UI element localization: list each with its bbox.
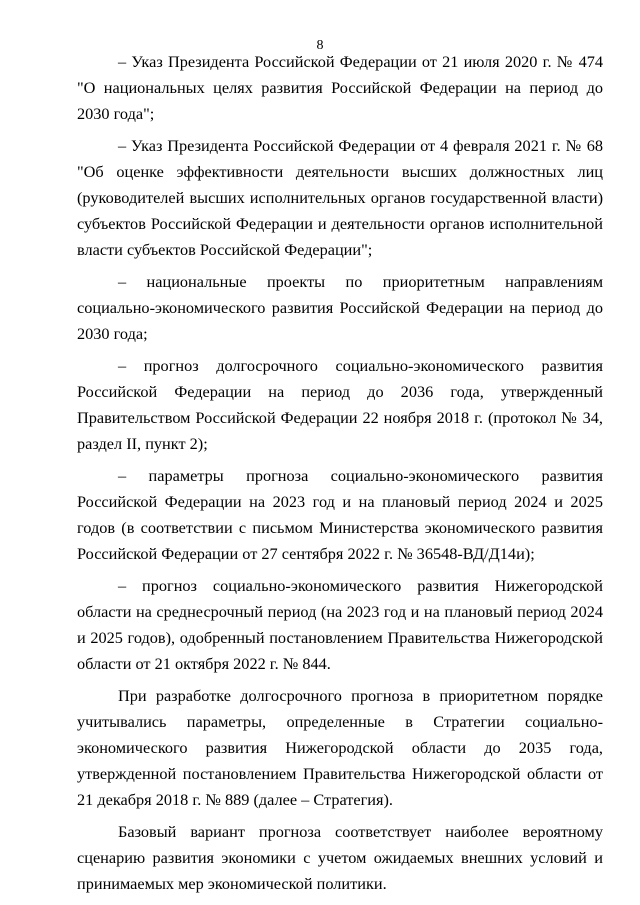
paragraph-forecast-parameters-rf: – параметры прогноза социально-экономического развития Российской Федерации на 2023 год и на плановый период 2024 и 2025 годов (в соответствии с письмом Министерства экономического развития Российской Федерации от 27 сентября 2022 г. № 36548-ВД/Д14и); — [77, 466, 603, 563]
paragraph-strategy: При разработке долгосрочного прогноза в приоритетном порядке учитывались параметры, определенные в Стратегии социально-экономического развития Нижегородской области до 2035 года, утвержденной постановлением Правительства Нижегородской области от 21 декабря 2018 г. № 889 (далее – Стратегия). — [77, 686, 603, 809]
paragraph-decree-68: – Указ Президента Российской Федерации от 4 февраля 2021 г. № 68 "Об оценке эффективности деятельности высших должностных лиц (руководителей высших исполнительных органов государственной власти) субъектов Российской Федерации и деятельности органов исполнительной власти субъектов Российской Федерации"; — [77, 136, 603, 259]
paragraph-national-projects: – национальные проекты по приоритетным направлениям социально-экономического развития Российской Федерации на период до 2030 года; — [77, 272, 603, 343]
paragraph-long-term-forecast-rf: – прогноз долгосрочного социально-экономического развития Российской Федерации на период до 2036 года, утвержденный Правительством Российской Федерации 22 ноября 2018 г. (протокол № 34, раздел II, пункт 2); — [77, 356, 603, 453]
paragraph-forecast-nizhny-novgorod: – прогноз социально-экономического развития Нижегородской области на среднесрочный период (на 2023 год и на плановый период 2024 и 2025 годов), одобренный постановлением Правительства Нижегородской области от 21 октября 2022 г. № 844. — [77, 576, 603, 673]
page-number: 8 — [316, 38, 324, 53]
paragraph-decree-474: – Указ Президента Российской Федерации от 21 июля 2020 г. № 474 "О национальных целях развития Российской Федерации на период до 2030 года"; — [77, 52, 603, 123]
document-body — [77, 49, 603, 903]
paragraph-base-scenario: Базовый вариант прогноза соответствует наиболее вероятному сценарию развития экономики с учетом ожидаемых внешних условий и принимаемых мер экономической политики. — [77, 822, 603, 893]
